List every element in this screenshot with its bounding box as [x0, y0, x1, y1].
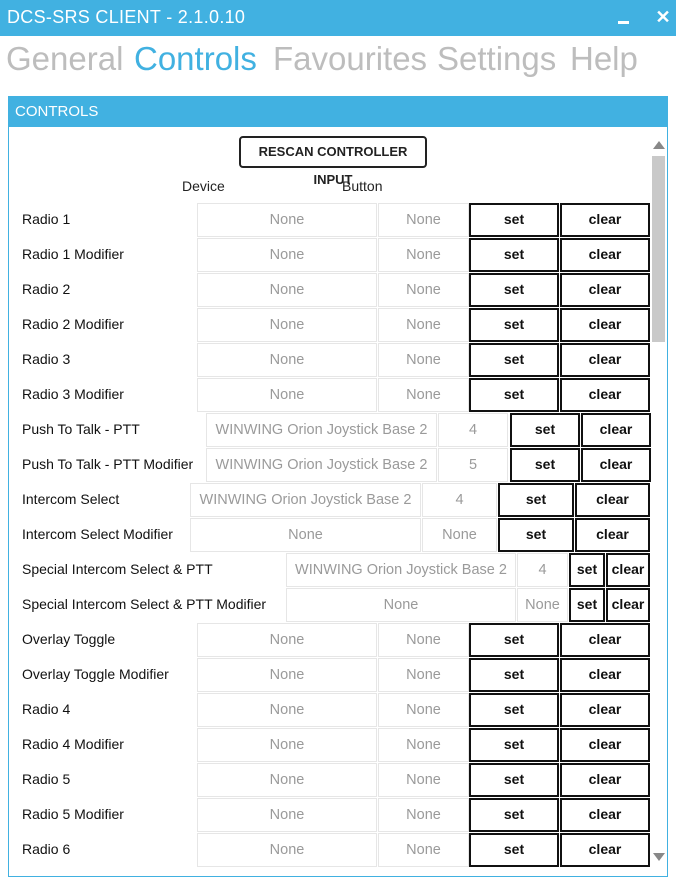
button-field: None [378, 728, 469, 762]
rescan-controller-button[interactable]: RESCAN CONTROLLER INPUT [239, 136, 427, 168]
tab-settings[interactable]: Settings [437, 40, 557, 77]
button-field: 4 [517, 553, 568, 587]
set-button[interactable]: set [469, 763, 559, 797]
set-button[interactable]: set [469, 833, 559, 867]
section-title: CONTROLS [9, 97, 667, 127]
button-field: 5 [438, 448, 508, 482]
scroll-thumb[interactable] [652, 156, 665, 342]
button-field: None [378, 763, 469, 797]
set-button[interactable]: set [469, 238, 559, 272]
device-field: None [197, 623, 377, 657]
set-button[interactable]: set [469, 658, 559, 692]
set-button[interactable]: set [469, 308, 559, 342]
control-label: Intercom Select [22, 491, 120, 507]
clear-button[interactable]: clear [581, 413, 651, 447]
button-field: None [378, 238, 469, 272]
button-field: None [378, 343, 469, 377]
control-label: Overlay Toggle [22, 631, 116, 647]
control-label: Radio 4 [22, 701, 71, 717]
device-field: None [197, 658, 377, 692]
vertical-scrollbar[interactable] [651, 138, 668, 867]
button-field: None [378, 203, 469, 237]
title-bar [0, 0, 676, 36]
clear-button[interactable]: clear [606, 553, 650, 587]
scroll-up-icon[interactable] [653, 141, 665, 149]
device-field: WINWING Orion Joystick Base 2 [206, 448, 437, 482]
clear-button[interactable]: clear [560, 308, 650, 342]
button-field: None [378, 798, 469, 832]
set-button[interactable]: set [498, 483, 574, 517]
tab-controls[interactable]: Controls [134, 40, 257, 77]
clear-button[interactable]: clear [560, 623, 650, 657]
control-label: Radio 1 Modifier [22, 246, 124, 262]
set-button[interactable]: set [469, 203, 559, 237]
set-button[interactable]: set [469, 693, 559, 727]
clear-button[interactable]: clear [560, 763, 650, 797]
tab-favourites[interactable]: Favourites [273, 40, 428, 77]
button-field: None [378, 308, 469, 342]
set-button[interactable]: set [469, 343, 559, 377]
set-button[interactable]: set [510, 448, 580, 482]
control-label: Radio 4 Modifier [22, 736, 124, 752]
clear-button[interactable]: clear [560, 658, 650, 692]
button-field: None [378, 623, 469, 657]
control-label: Radio 3 [22, 351, 71, 367]
clear-button[interactable]: clear [575, 483, 650, 517]
clear-button[interactable]: clear [560, 798, 650, 832]
control-label: Radio 6 [22, 841, 71, 857]
clear-button[interactable]: clear [560, 203, 650, 237]
control-label: Radio 2 Modifier [22, 316, 124, 332]
device-field: None [197, 763, 377, 797]
device-field: None [190, 518, 421, 552]
clear-button[interactable]: clear [560, 343, 650, 377]
set-button[interactable]: set [569, 553, 605, 587]
device-field: WINWING Orion Joystick Base 2 [206, 413, 437, 447]
device-field: None [197, 238, 377, 272]
clear-button[interactable]: clear [560, 238, 650, 272]
clear-button[interactable]: clear [575, 518, 650, 552]
device-field: WINWING Orion Joystick Base 2 [286, 553, 516, 587]
control-label: Push To Talk - PTT Modifier [22, 456, 194, 472]
device-field: None [197, 273, 377, 307]
device-field: None [197, 833, 377, 867]
button-field: None [378, 833, 469, 867]
clear-button[interactable]: clear [560, 273, 650, 307]
set-button[interactable]: set [510, 413, 580, 447]
set-button[interactable]: set [498, 518, 574, 552]
clear-button[interactable]: clear [581, 448, 651, 482]
button-field: None [517, 588, 568, 622]
set-button[interactable]: set [469, 273, 559, 307]
device-field: None [197, 693, 377, 727]
control-label: Radio 5 Modifier [22, 806, 124, 822]
set-button[interactable]: set [469, 378, 559, 412]
device-column-header: Device [182, 178, 225, 194]
device-field: None [197, 798, 377, 832]
button-column-header: Button [342, 178, 383, 194]
clear-button[interactable]: clear [606, 588, 650, 622]
button-field: None [378, 378, 469, 412]
device-field: None [197, 728, 377, 762]
control-label: Intercom Select Modifier [22, 526, 173, 542]
device-field: None [286, 588, 516, 622]
set-button[interactable]: set [469, 728, 559, 762]
button-field: 4 [422, 483, 497, 517]
device-field: None [197, 343, 377, 377]
control-label: Special Intercom Select & PTT [22, 561, 213, 577]
control-label: Push To Talk - PTT [22, 421, 140, 437]
set-button[interactable]: set [469, 623, 559, 657]
tab-strip [0, 40, 676, 90]
minimize-icon[interactable] [614, 9, 634, 29]
device-field: WINWING Orion Joystick Base 2 [190, 483, 421, 517]
device-field: None [197, 203, 377, 237]
button-field: None [378, 273, 469, 307]
set-button[interactable]: set [469, 798, 559, 832]
control-label: Radio 3 Modifier [22, 386, 124, 402]
close-icon[interactable]: ✕ [655, 7, 671, 27]
clear-button[interactable]: clear [560, 378, 650, 412]
control-label: Radio 2 [22, 281, 71, 297]
button-field: None [422, 518, 497, 552]
button-field: None [378, 658, 469, 692]
device-field: None [197, 308, 377, 342]
clear-button[interactable]: clear [560, 693, 650, 727]
button-field: 4 [438, 413, 508, 447]
clear-button[interactable]: clear [560, 833, 650, 867]
button-field: None [378, 693, 469, 727]
set-button[interactable]: set [569, 588, 605, 622]
control-label: Radio 1 [22, 211, 71, 227]
device-field: None [197, 378, 377, 412]
tab-general[interactable]: General [6, 40, 124, 77]
control-label: Special Intercom Select & PTT Modifier [22, 596, 267, 612]
window-title: DCS-SRS CLIENT - 2.1.0.10 [7, 7, 246, 27]
scroll-down-icon[interactable] [653, 853, 665, 861]
control-label: Overlay Toggle Modifier [22, 666, 169, 682]
tab-help[interactable]: Help [570, 40, 638, 77]
clear-button[interactable]: clear [560, 728, 650, 762]
control-label: Radio 5 [22, 771, 71, 787]
